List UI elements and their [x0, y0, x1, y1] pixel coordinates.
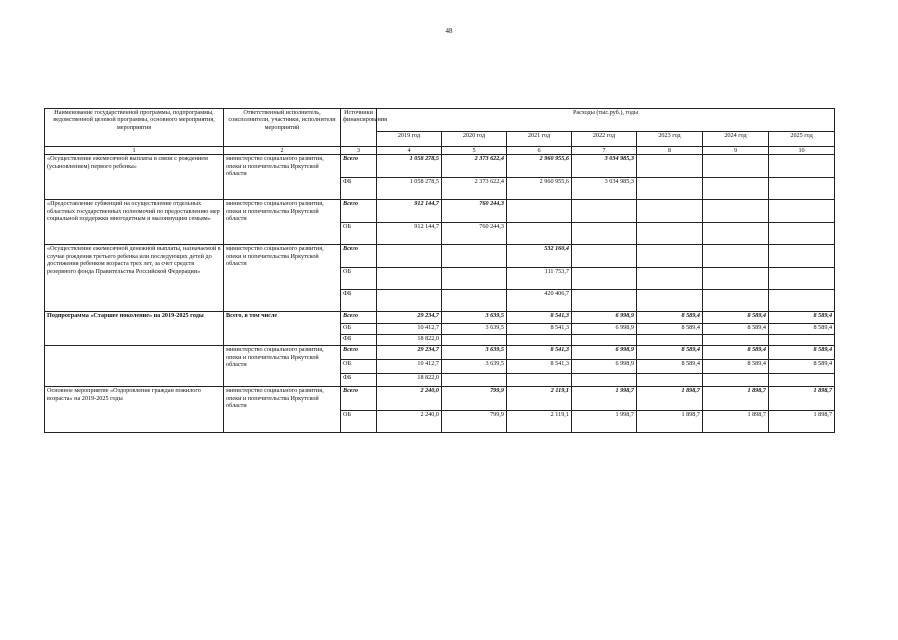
- header-expenses: Расходы (тыс.руб.), годы: [377, 109, 835, 132]
- cell-value: [703, 290, 769, 312]
- cell-name: «Осуществление ежемесячной денежной выплаты, назначаемой в случае рождения третьего ребенка или последующих детей до достижения ребенком возраста трех лет, за счет средств резервного фонда Правительства Российской Федерации»: [45, 245, 224, 312]
- header-row: [45, 109, 835, 132]
- cell-value: [703, 200, 769, 223]
- cell-value: [637, 268, 703, 290]
- column-number: 8: [637, 147, 703, 155]
- cell-value: [769, 178, 835, 200]
- cell-value: [377, 245, 442, 268]
- cell-value: 18 822,0: [377, 335, 442, 346]
- cell-value: 1 898,7: [637, 387, 703, 411]
- cell-value: 8 589,4: [769, 312, 835, 324]
- cell-value: 532 160,4: [507, 245, 572, 268]
- column-number: 6: [507, 147, 572, 155]
- cell-value: [572, 268, 637, 290]
- cell-value: 1 058 278,5: [377, 155, 442, 178]
- cell-value: [572, 223, 637, 245]
- cell-value: [637, 178, 703, 200]
- cell-value: 8 541,3: [507, 324, 572, 335]
- cell-value: 799,9: [442, 387, 507, 411]
- cell-value: [703, 268, 769, 290]
- cell-value: 10 412,7: [377, 360, 442, 374]
- header-name: Наименование государственной программы, подпрограммы, ведомственной целевой программы, основного мероприятия, мероприятия: [45, 109, 224, 147]
- cell-value: 3 639,5: [442, 360, 507, 374]
- cell-value: [637, 290, 703, 312]
- page-number: 48: [445, 27, 453, 35]
- column-number: 2: [224, 147, 341, 155]
- header-year: 2021 год: [507, 132, 572, 147]
- cell-value: [572, 245, 637, 268]
- cell-value: 6 998,9: [572, 324, 637, 335]
- cell-value: 6 998,9: [572, 346, 637, 360]
- cell-source: ФБ: [341, 290, 377, 312]
- cell-value: 8 589,4: [769, 324, 835, 335]
- cell-name: Основное мероприятие «Оздоровление граждан пожилого возраста» на 2019-2025 годы: [45, 387, 224, 433]
- cell-source: ФБ: [341, 335, 377, 346]
- column-number: 3: [341, 147, 377, 155]
- cell-value: [377, 290, 442, 312]
- cell-name: Подпрограмма «Старшее поколение» на 2019-2025 годы: [45, 312, 224, 346]
- cell-value: 2 960 955,6: [507, 178, 572, 200]
- header-year: 2024 год: [703, 132, 769, 147]
- cell-value: [507, 374, 572, 387]
- column-number: 1: [45, 147, 224, 155]
- cell-value: 1 998,7: [572, 387, 637, 411]
- cell-value: 3 034 985,3: [572, 155, 637, 178]
- table-row: [45, 200, 835, 223]
- cell-value: 8 541,3: [507, 312, 572, 324]
- cell-value: 8 589,4: [703, 346, 769, 360]
- cell-value: 1 898,7: [769, 411, 835, 433]
- cell-value: 1 898,7: [703, 387, 769, 411]
- column-number-row: [45, 147, 835, 155]
- cell-executor: Всего, в том числе: [224, 312, 341, 346]
- cell-value: 8 589,4: [769, 360, 835, 374]
- cell-value: 3 639,5: [442, 324, 507, 335]
- cell-value: 912 144,7: [377, 223, 442, 245]
- cell-source: ФБ: [341, 374, 377, 387]
- cell-value: [377, 268, 442, 290]
- cell-value: 6 998,9: [572, 360, 637, 374]
- column-number: 4: [377, 147, 442, 155]
- cell-value: 8 541,3: [507, 346, 572, 360]
- cell-value: [442, 290, 507, 312]
- cell-value: 2 373 622,4: [442, 155, 507, 178]
- cell-value: 2 240,0: [377, 387, 442, 411]
- cell-value: 18 822,0: [377, 374, 442, 387]
- cell-value: 2 119,1: [507, 411, 572, 433]
- cell-value: [769, 155, 835, 178]
- cell-value: 912 144,7: [377, 200, 442, 223]
- cell-value: 1 898,7: [703, 411, 769, 433]
- cell-source: Всего: [341, 245, 377, 268]
- cell-value: 8 589,4: [637, 360, 703, 374]
- cell-source: ОБ: [341, 360, 377, 374]
- cell-value: [637, 374, 703, 387]
- cell-value: [637, 223, 703, 245]
- cell-value: [637, 335, 703, 346]
- cell-source: Всего: [341, 312, 377, 324]
- cell-value: [572, 374, 637, 387]
- cell-value: [507, 223, 572, 245]
- cell-source: ФБ: [341, 178, 377, 200]
- cell-value: [703, 335, 769, 346]
- cell-value: 1 898,7: [637, 411, 703, 433]
- cell-value: [507, 200, 572, 223]
- cell-value: 6 998,9: [572, 312, 637, 324]
- cell-value: 8 589,4: [703, 324, 769, 335]
- table-row: [45, 312, 835, 324]
- column-number: 5: [442, 147, 507, 155]
- cell-value: [637, 155, 703, 178]
- cell-value: [442, 268, 507, 290]
- cell-executor: министерство социального развития, опеки и попечительства Иркутской области: [224, 155, 341, 200]
- cell-source: ОБ: [341, 324, 377, 335]
- cell-value: [769, 335, 835, 346]
- table-row: [45, 346, 835, 360]
- cell-executor: министерство социального развития, опеки и попечительства Иркутской области: [224, 387, 341, 433]
- cell-value: [442, 245, 507, 268]
- table-row: [45, 387, 835, 411]
- column-number: 10: [769, 147, 835, 155]
- cell-executor: министерство социального развития, опеки и попечительства Иркутской области: [224, 200, 341, 245]
- table-row: [45, 155, 835, 178]
- table-body: [45, 109, 835, 433]
- cell-value: 760 244,3: [442, 200, 507, 223]
- header-source: Источники финансирования: [341, 109, 377, 147]
- cell-value: 8 541,3: [507, 360, 572, 374]
- cell-value: 3 034 985,3: [572, 178, 637, 200]
- cell-value: 29 234,7: [377, 346, 442, 360]
- cell-value: 760 244,3: [442, 223, 507, 245]
- cell-value: 8 589,4: [637, 312, 703, 324]
- cell-value: 8 589,4: [703, 360, 769, 374]
- cell-value: 8 589,4: [637, 324, 703, 335]
- cell-value: [442, 335, 507, 346]
- cell-executor: министерство социального развития, опеки и попечительства Иркутской области: [224, 346, 341, 387]
- cell-name: «Осуществление ежемесячной выплаты в связи с рождением (усыновлением) первого ребенка»: [45, 155, 224, 200]
- cell-value: [703, 245, 769, 268]
- cell-value: [769, 200, 835, 223]
- header-executor: Ответственный исполнитель, соисполнители, участники, исполнители мероприятий: [224, 109, 341, 147]
- cell-name: «Предоставление субвенций на осуществление отдельных областных государственных полномочий по предоставлению мер социальной поддержки многодетным и малоимущим семьям»: [45, 200, 224, 245]
- cell-source: Всего: [341, 155, 377, 178]
- cell-value: 8 589,4: [769, 346, 835, 360]
- cell-value: [572, 335, 637, 346]
- cell-value: [769, 374, 835, 387]
- cell-value: 1 058 278,5: [377, 178, 442, 200]
- cell-value: [703, 155, 769, 178]
- cell-value: 3 639,5: [442, 312, 507, 324]
- cell-source: Всего: [341, 200, 377, 223]
- cell-source: ОБ: [341, 268, 377, 290]
- cell-value: 2 960 955,6: [507, 155, 572, 178]
- cell-source: Всего: [341, 387, 377, 411]
- header-year: 2019 год: [377, 132, 442, 147]
- cell-value: [637, 200, 703, 223]
- cell-value: 2 373 622,4: [442, 178, 507, 200]
- cell-value: [572, 290, 637, 312]
- cell-value: [637, 245, 703, 268]
- budget-table: [44, 108, 835, 433]
- cell-value: [507, 335, 572, 346]
- column-number: 9: [703, 147, 769, 155]
- cell-source: ОБ: [341, 411, 377, 433]
- cell-value: 111 753,7: [507, 268, 572, 290]
- cell-executor: министерство социального развития, опеки и попечительства Иркутской области: [224, 245, 341, 312]
- cell-value: [769, 268, 835, 290]
- cell-value: 29 234,7: [377, 312, 442, 324]
- cell-value: [572, 200, 637, 223]
- cell-value: 799,9: [442, 411, 507, 433]
- cell-name: [45, 346, 224, 387]
- header-year: 2020 год: [442, 132, 507, 147]
- column-number: 7: [572, 147, 637, 155]
- cell-source: Всего: [341, 346, 377, 360]
- cell-value: [703, 223, 769, 245]
- cell-value: [769, 290, 835, 312]
- cell-value: 3 639,5: [442, 346, 507, 360]
- header-year: 2023 год: [637, 132, 703, 147]
- cell-value: 8 589,4: [637, 346, 703, 360]
- cell-value: 420 406,7: [507, 290, 572, 312]
- header-year: 2025 год: [769, 132, 835, 147]
- cell-value: [703, 178, 769, 200]
- cell-value: 8 589,4: [703, 312, 769, 324]
- cell-value: [769, 245, 835, 268]
- cell-source: ОБ: [341, 223, 377, 245]
- table-row: [45, 245, 835, 268]
- cell-value: [442, 374, 507, 387]
- cell-value: 2 240,0: [377, 411, 442, 433]
- header-year: 2022 год: [572, 132, 637, 147]
- cell-value: [703, 374, 769, 387]
- cell-value: 1 898,7: [769, 387, 835, 411]
- cell-value: 10 412,7: [377, 324, 442, 335]
- cell-value: 1 998,7: [572, 411, 637, 433]
- cell-value: 2 119,1: [507, 387, 572, 411]
- cell-value: [769, 223, 835, 245]
